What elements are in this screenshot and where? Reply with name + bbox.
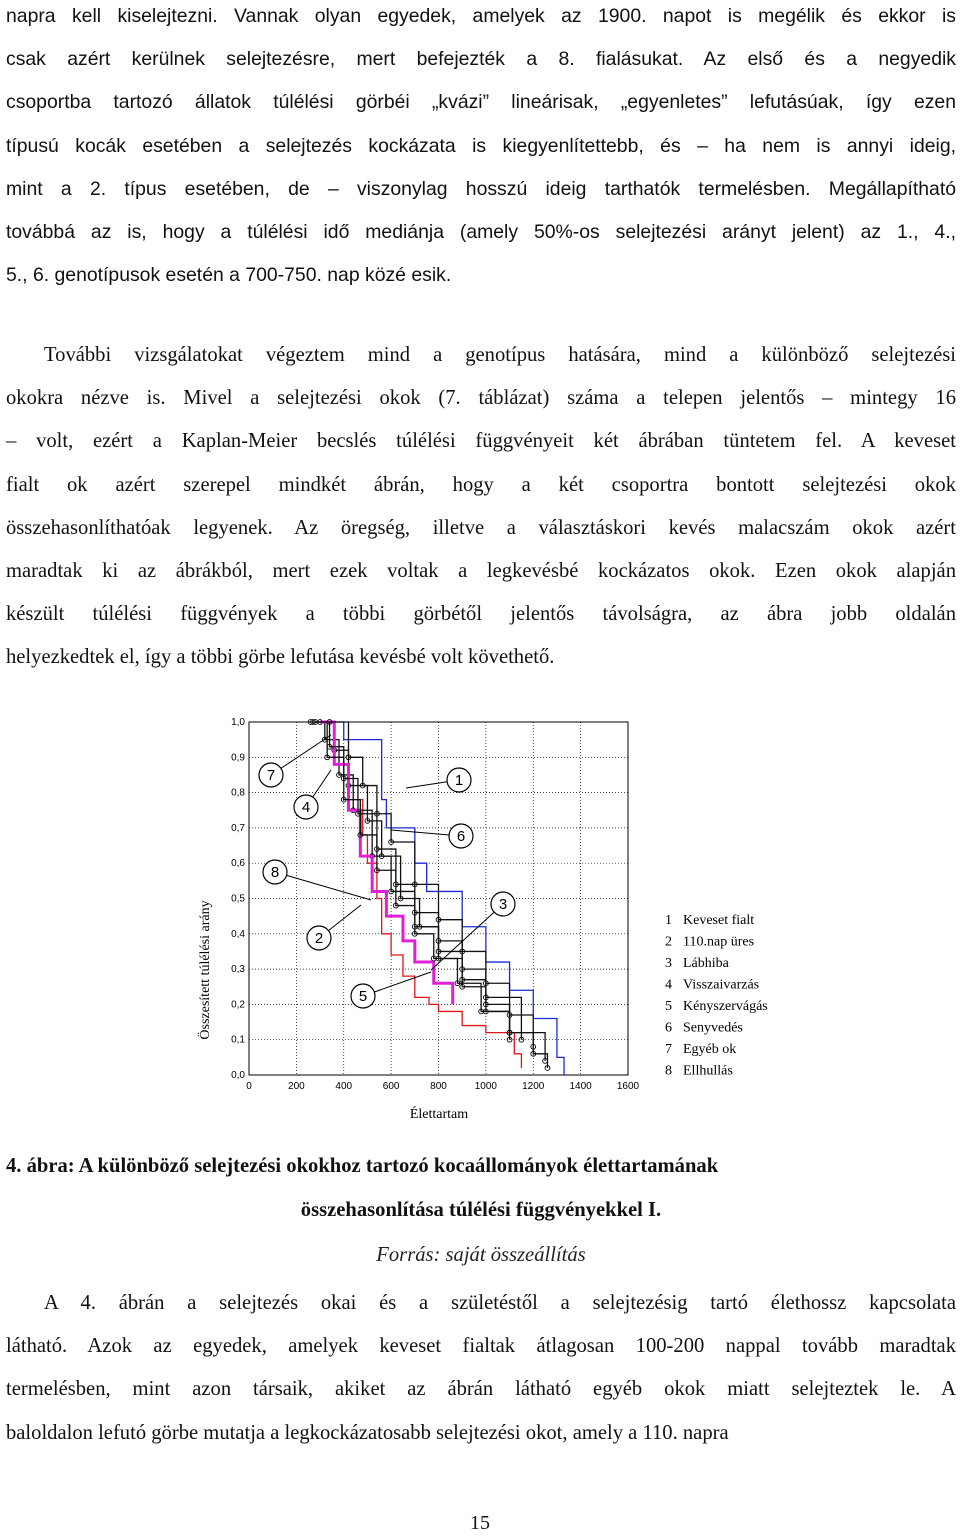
x-tick-label: 200 <box>288 1081 305 1092</box>
text-line: termelésben, mint azon társaik, akiket az ábrán látható egyéb okok miatt selejteztek le. A <box>6 1378 956 1401</box>
x-axis-label: Élettartam <box>409 1107 469 1122</box>
x-tick-label: 1600 <box>616 1081 640 1092</box>
legend-item-3 <box>665 956 730 971</box>
legend-label: Kényszervágás <box>683 999 768 1014</box>
page-number: 15 <box>470 1512 490 1534</box>
legend-number: 8 <box>665 1063 672 1079</box>
text-line: helyezkedtek el, így a többi görbe lefutása kevésbé volt követhető. <box>6 646 555 669</box>
x-tick-label: 1200 <box>522 1081 545 1092</box>
legend-number: 5 <box>665 999 672 1014</box>
x-tick-label: 800 <box>430 1081 447 1092</box>
text-line: fialt ok azért szerepel mindkét ábrán, hogy a két csoportra bontott selejtezési okok <box>6 473 956 496</box>
callout-number: 5 <box>358 988 368 1005</box>
y-tick-label: 0,0 <box>231 1070 245 1081</box>
text-line: napra kell kiselejtezni. Vannak olyan egyedek, amelyek az 1900. napot is megélik és ekkor is <box>6 5 956 27</box>
text-line: készült túlélési függvények a többi görbétől jelentős távolságra, az ábra jobb oldalán <box>6 603 956 626</box>
y-tick-label: 0,5 <box>231 893 245 905</box>
y-tick-label: 0,4 <box>231 928 245 940</box>
callout-number: 8 <box>270 864 280 881</box>
text-line: 5., 6. genotípusok esetén a 700-750. nap közé esik. <box>6 264 452 287</box>
y-tick-label: 0,8 <box>231 787 245 799</box>
legend-label: Visszaivarzás <box>683 977 760 993</box>
legend-label: Senyvedés <box>683 1020 743 1036</box>
x-tick-label: 0 <box>246 1081 252 1092</box>
text-line: látható. Azok az egyedek, amelyek keveset fialtak átlagosan 100-200 nappal tovább maradtak <box>6 1335 956 1358</box>
text-line: További vizsgálatokat végeztem mind a genotípus hatására, mind a különböző selejtezési <box>44 344 956 366</box>
legend-item-7 <box>665 1042 736 1057</box>
y-tick-label: 0,9 <box>231 752 245 764</box>
legend-label: Lábhiba <box>683 956 729 971</box>
legend-number: 6 <box>665 1020 672 1036</box>
legend-item-2 <box>665 935 754 950</box>
legend-label: Egyéb ok <box>683 1042 737 1057</box>
callout-number: 6 <box>456 828 466 845</box>
paragraph-3 <box>6 1282 956 1455</box>
figure-caption-line-1: 4. ábra: A különböző selejtezési okokhoz tartozó kocaállományok élettartamának <box>6 1155 719 1177</box>
text-line: csak azért kerülnek selejtezésre, mert befejezték a 8. fialásukat. Az első és a negyedik <box>6 48 956 71</box>
callout-number: 2 <box>314 930 324 947</box>
callout-number: 7 <box>266 767 276 784</box>
text-line: maradtak ki az ábrákból, mert ezek voltak a legkevésbé kockázatos okok. Ezen okok alapján <box>6 560 956 583</box>
paragraph-1 <box>6 0 956 297</box>
x-tick-label: 1400 <box>569 1081 592 1092</box>
figure-source: Forrás: saját összeállítás <box>376 1244 586 1266</box>
y-tick-label: 0,2 <box>231 999 245 1011</box>
legend-number: 3 <box>665 956 672 971</box>
text-line: – volt, ezért a Kaplan-Meier becslés túlélési függvényeit két ábrában tüntetem fel. A keveset <box>6 430 956 453</box>
legend-item-8 <box>665 1064 733 1079</box>
y-axis-label: Összesített túlélési arány <box>198 900 213 1040</box>
callout-number: 4 <box>301 799 311 816</box>
text-line: baloldalon lefutó görbe mutatja a legkockázatosabb selejtezési okot, amely a 110. napra <box>6 1421 729 1444</box>
legend-label: 110.nap üres <box>683 934 755 950</box>
text-line: típusú kocák esetében a selejtezés kockázata is kiegyenlítettebb, és – ha nem is annyi ideig, <box>6 134 956 157</box>
y-tick-label: 0,1 <box>231 1034 245 1046</box>
text-line: továbbá az is, hogy a túlélési idő mediánja (amely 50%-os selejtezési arányt jelent) az 1., 4., <box>6 221 956 244</box>
y-tick-label: 1,0 <box>231 717 245 728</box>
legend <box>665 913 768 1079</box>
legend-item-1 <box>665 913 754 928</box>
legend-label: Ellhullás <box>683 1063 733 1079</box>
legend-number: 2 <box>665 934 672 950</box>
x-tick-label: 600 <box>382 1081 400 1092</box>
y-tick-label: 0,7 <box>231 822 245 834</box>
callout-number: 3 <box>498 896 508 913</box>
legend-item-6 <box>665 1021 743 1036</box>
x-tick-label: 400 <box>335 1081 353 1092</box>
legend-number: 7 <box>665 1042 672 1057</box>
legend-item-4 <box>665 978 759 993</box>
legend-item-5 <box>665 999 768 1014</box>
legend-number: 4 <box>665 977 672 993</box>
figure-caption-line-2: összehasonlítása túlélési függvényekkel I. <box>300 1199 662 1221</box>
text-line: csoportba tartozó állatok túlélési görbéi „kvázi” lineárisak, „egyenletes” lefutásúak, így ezen <box>6 91 956 114</box>
text-line: A 4. ábrán a selejtezés okai és a születéstől a selejtezésig tartó élethossz kapcsolata <box>44 1292 956 1314</box>
survival-chart <box>191 700 791 1130</box>
legend-number: 1 <box>665 913 672 928</box>
y-tick-label: 0,6 <box>231 858 245 870</box>
x-tick-label: 1000 <box>474 1081 497 1092</box>
callout-number: 1 <box>454 772 464 789</box>
legend-label: Keveset fialt <box>683 913 755 928</box>
paragraph-2 <box>6 334 956 680</box>
text-line: mint a 2. típus esetében, de – viszonylag hosszú ideig tarthatók termelésben. Megállapítható <box>6 177 956 200</box>
text-line: összehasonlíthatóak legyenek. Az öregség, illetve a választáskori kevés malacszám okok azért <box>6 516 956 539</box>
text-line: okokra nézve is. Mivel a selejtezési okok (7. táblázat) száma a telepen jelentős – mintegy 16 <box>6 387 956 410</box>
y-tick-label: 0,3 <box>231 964 245 976</box>
